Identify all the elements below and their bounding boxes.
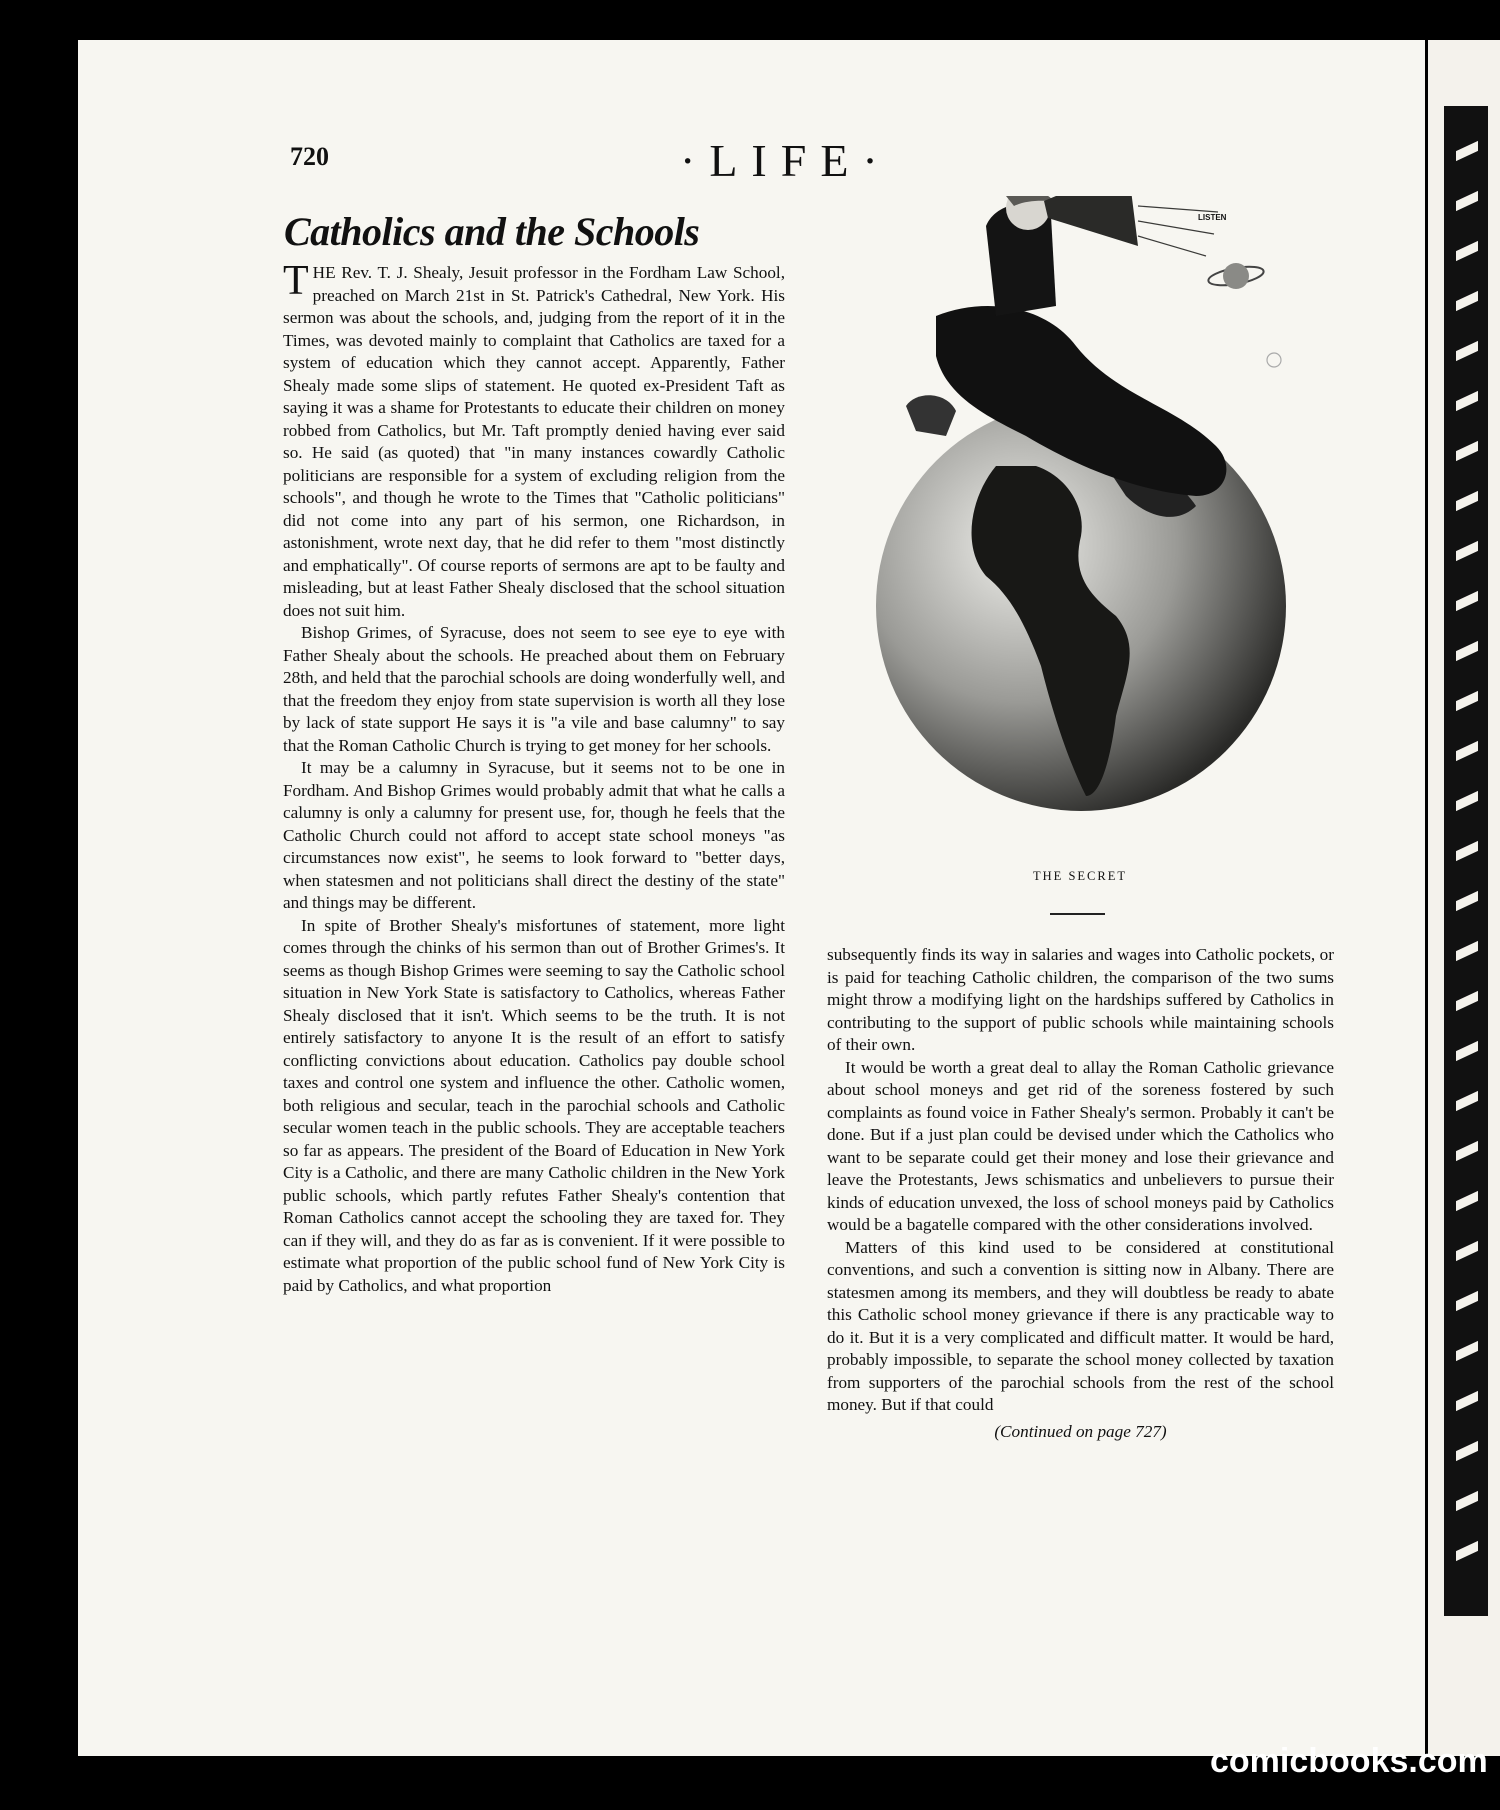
caption-rule — [1050, 913, 1105, 915]
decorative-border — [1444, 106, 1488, 1616]
drop-cap: T — [283, 258, 309, 304]
page-number: 720 — [290, 142, 329, 171]
article-paragraph-6: It would be worth a great deal to allay the Roman Catholic grievance about school moneys and get rid of the soreness fostered by such complaints as found voice in Father Shealy's sermon. Probably it can't be done. But if a just plan could be devised under which the Catholics who want to be separate could get their money and lose their grievance and leave the Protestants, Jews schismatics and unbelievers to pursue their kinds of education unvexed, the loss of school moneys paid by Catholics would be a bagatelle compared with the other considerations involved. — [827, 1057, 1334, 1234]
article-paragraph-3: It may be a calumny in Syracuse, but it seems not to be one in Fordham. And Bishop Grimes would probably admit that what he calls a calumny is only a calumny for present use, for, though he feels that the Catholic Church could not afford to accept state school moneys "as circumstances now exist", he seems to look forward to "better days, when statesmen and not politicians shall direct the destiny of the state" and things may be different. — [283, 758, 785, 912]
illustration-woman-on-globe — [876, 196, 1346, 836]
article-column-right — [827, 944, 1334, 1443]
article-column-left — [283, 258, 785, 1297]
watermark: comicbooks.com — [1210, 1742, 1488, 1780]
article-paragraph-5: subsequently finds its way in salaries and wages into Catholic pockets, or is paid for teaching Catholic children, the comparison of the two sums might throw a modifying light on the hardships suffered by Catholics in contributing to the support of public schools while maintaining schools of their own. — [827, 945, 1334, 1054]
article-paragraph-4: In spite of Brother Shealy's misfortunes of statement, more light comes through the chinks of his sermon than out of Brother Grimes's. It seems as though Bishop Grimes were seeming to say the Catholic school situation in New York State is satisfactory to Catholics, whereas Father Shealy disclosed that it isn't. Which seems to be the truth. It is not entirely satisfactory to anyone It is the result of an effort to satisfy conflicting convictions about education. Catholics pay double school taxes and control one system and influence the other. Catholic women, both religious and secular, teach in the parochial schools and Catholic secular women teach in the public schools. They are acceptable teachers so far as appears. The president of the Board of Education in New York City is a Catholic, and there are many Catholic children in the New York public schools, which partly refutes Father Shealy's contention that Roman Catholics cannot accept the schooling they are taxed for. They can if they will, and they do as far as is convenient. If it were possible to estimate what proportion of the public school fund of New York City is paid by Catholics, and what proportion — [283, 915, 785, 1295]
article-paragraph-7: Matters of this kind used to be considered at constitutional conventions, and such a convention is sitting now in Albany. There are statesmen among its members, and they will doubtless be ready to abate this Catholic school money grievance if there is any practicable way to do it. But it is a very complicated and difficult matter. It would be hard, probably impossible, to separate the school money collected by taxation from supporters of the parochial schools from the rest of the school money. But if that could — [827, 1237, 1334, 1414]
article-paragraph-1: THE Rev. T. J. Shealy, Jesuit professor in the Fordham Law School, preached on March 21st in St. Patrick's Cathedral, New York. His sermon was about the schools, and, judging from the report of it in the Times, was devoted mainly to complaint that Catholics are taxed for a system of education which they cannot accept. Apparently, Father Shealy made some slips of statement. He quoted ex-President Taft as saying it was a shame for Protestants to educate their children on money robbed from Catholics, but Mr. Taft promptly denied having ever said so. He said (as quoted) that "in many instances cowardly Catholic politicians are responsible for a system of excluding religion from the schools", and though he wrote to the Times that "Catholic politicians" did not come into any part of his sermon, one Richardson, in astonishment, wrote next day, that he did refer to them "most distinctly and emphatically". Of course reports of sermons are apt to be faulty and misleading, but at least Father Shealy disclosed that the school situation does not suit him. — [283, 258, 785, 620]
article-title: Catholics and the Schools — [284, 209, 700, 254]
masthead: ·LIFE· — [680, 135, 892, 186]
listen-label: LISTEN — [1198, 213, 1227, 222]
adjacent-page-border — [1428, 40, 1500, 1756]
continued-note: (Continued on page 727) — [994, 1421, 1167, 1441]
illustration-caption: THE SECRET — [1033, 869, 1127, 883]
article-paragraph-2: Bishop Grimes, of Syracuse, does not seem to see eye to eye with Father Shealy about the schools. He preached about them on February 28th, and held that the parochial schools are doing wonderfully well, and that the freedom they enjoy from state supervision is worth all they lose by lack of state support He says it is "a vile and base calumny" to say that the Roman Catholic Church is trying to get money for her schools. — [283, 623, 785, 755]
